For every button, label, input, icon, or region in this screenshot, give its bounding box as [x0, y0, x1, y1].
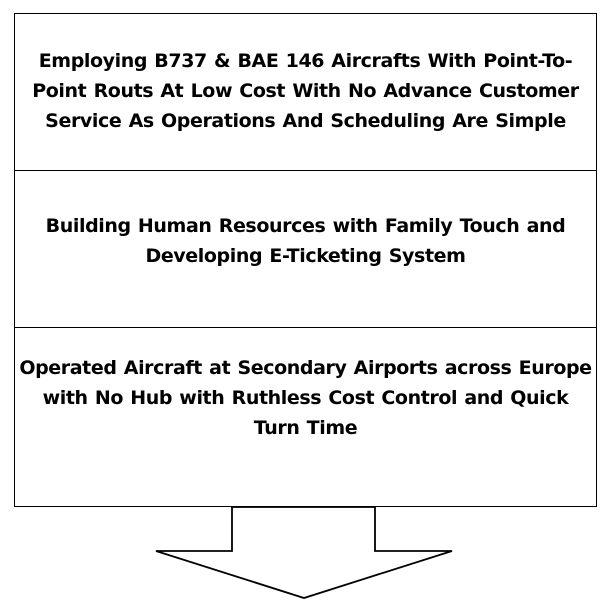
step-1-line-2: Point Routs At Low Cost With No Advance Customer [32, 79, 579, 102]
step-3-line-3: Turn Time [253, 417, 358, 439]
step-2-line-1: Building Human Resources with Family Touch and [45, 214, 566, 237]
step-3-line-2: with No Hub with Ruthless Cost Control and Quick [42, 387, 569, 409]
step-2-line-2: Developing E-Ticketing System [145, 244, 466, 267]
step-3-line-1: Operated Aircraft at Secondary Airports across Europe [19, 357, 592, 379]
step-1-line-1: Employing B737 & BAE 146 Aircrafts With Point-To- [38, 49, 573, 72]
step-1-line-3: Service As Operations And Scheduling Are Simple [45, 109, 566, 132]
